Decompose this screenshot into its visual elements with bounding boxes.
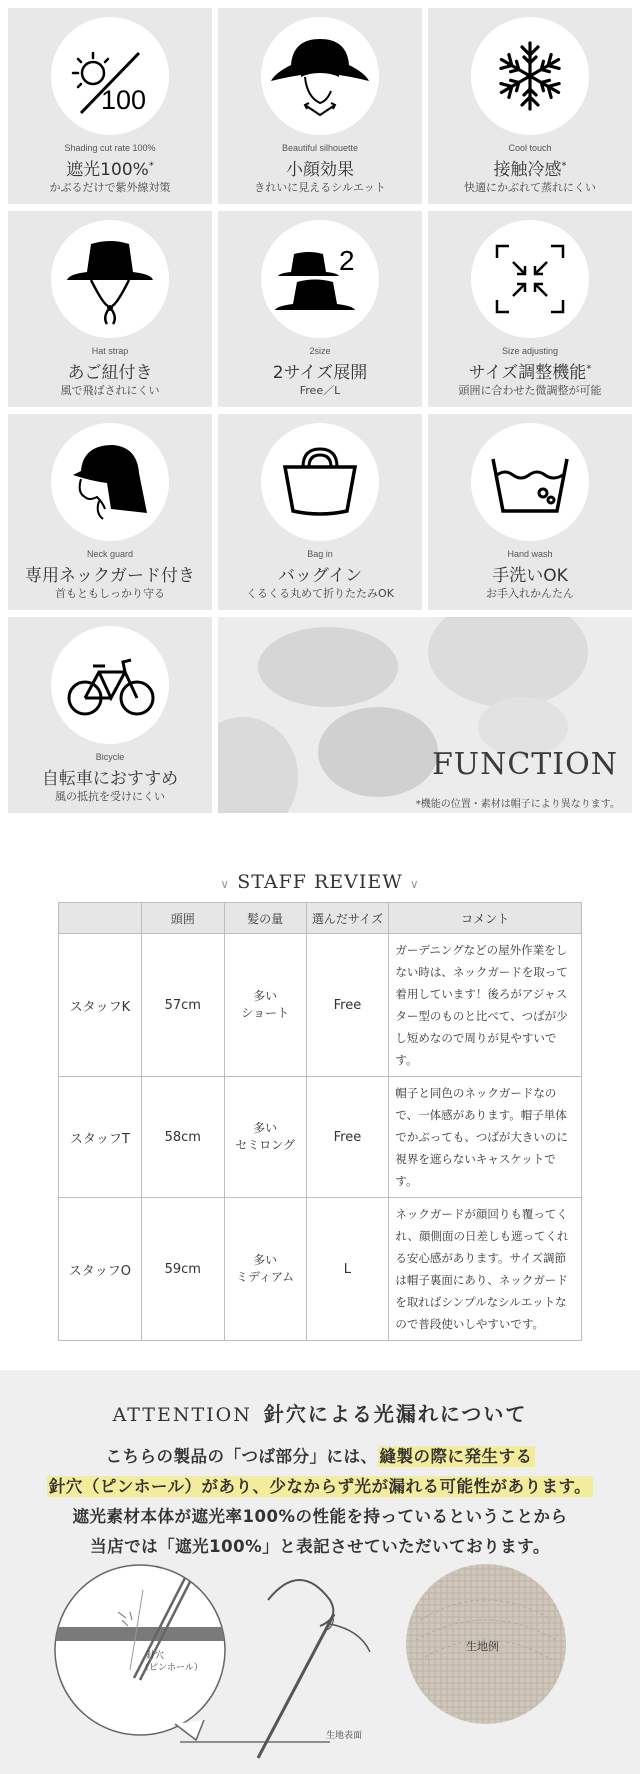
cell-ja-label: 遮光100%*: [66, 160, 154, 180]
function-cell-silhouette: [218, 8, 422, 204]
cell-en-label: Shading cut rate 100%: [64, 143, 156, 153]
pinhole-diagram: [0, 1560, 640, 1774]
column-header: [59, 903, 142, 934]
cell-sub-label: 風の抵抗を受けにくい: [55, 790, 165, 803]
function-title: FUNCTION: [431, 747, 618, 782]
pinhole-label: 針穴: [146, 1651, 165, 1661]
attention-line-1: こちらの製品の「つば部分」には、 縫製の際に発生する: [105, 1447, 533, 1466]
column-header: 頭囲: [141, 903, 224, 934]
magnify-circle: [55, 1565, 225, 1735]
icon-text-100: 100: [101, 85, 147, 115]
cell-ja-label: あご紐付き: [67, 363, 153, 383]
silhouette-hat-face-icon: [261, 17, 379, 135]
cell-ja-label: 接触冷感*: [493, 160, 567, 180]
cell-en-label: Hat strap: [91, 346, 129, 356]
column-header: 選んだサイズ: [306, 903, 389, 934]
function-cell-bag-in: [218, 414, 422, 610]
cell-en-label: Bicycle: [95, 752, 125, 762]
cell-sub-label: かぶるだけで紫外線対策: [49, 181, 171, 194]
staff-review-title: ∨ STAFF REVIEW ∨: [220, 871, 420, 893]
function-cell-shading: [8, 8, 212, 204]
hand-wash-icon: [471, 423, 589, 541]
cell-en-label: Cool touch: [508, 143, 552, 153]
function-cell-strap: [8, 211, 212, 407]
hair-amount: 多い ミディアム: [224, 1198, 306, 1341]
surface-label: 生地表面: [326, 1731, 363, 1741]
cell-sub-label: くるくる丸めて折りたたみOK: [246, 587, 394, 600]
cell-en-label: 2size: [309, 346, 331, 356]
column-header: 髪の量: [224, 903, 306, 934]
head-size: 58cm: [141, 1077, 224, 1198]
attention-section: [0, 1370, 640, 1774]
cell-ja-label: バッグイン: [277, 566, 363, 586]
cell-ja-label: 自転車におすすめ: [41, 769, 179, 789]
hair-amount: 多い ショート: [224, 934, 306, 1077]
cell-ja-label: 専用ネックガード付き: [25, 566, 195, 586]
hat-strap-icon: [51, 220, 169, 338]
comment: 帽子と同色のネックガードなので、一体感があります。帽子単体でかぶっても、つばが大きいのに視界を遮らないキャスケットです。: [389, 1077, 582, 1198]
chevron-down-icon: ∨: [409, 877, 420, 891]
function-cell-2size: [218, 211, 422, 407]
comment: ネックガードが顔回りも覆ってくれ、顔側面の日差しも遮ってくれる安心感があります。サイズ調節は帽子裏面にあり、ネックガードを取ればシンプルなシルエットなので普段使いしやすいです。: [389, 1198, 582, 1341]
cell-sub-label: お手入れかんたん: [486, 587, 574, 600]
bag-icon: [261, 423, 379, 541]
chevron-down-icon: ∨: [220, 877, 231, 891]
neck-guard-hat-icon: [51, 423, 169, 541]
snowflake-icon: [471, 17, 589, 135]
sun-block-100-icon: [51, 17, 169, 135]
attention-line-4: 当店では「遮光100%」と表記させていただいております。: [90, 1537, 550, 1556]
function-cell-cool: [428, 8, 632, 204]
cell-sub-label: 頭囲に合わせた微調整が可能: [458, 384, 602, 397]
cell-en-label: Neck guard: [86, 549, 134, 559]
cell-en-label: Bag in: [307, 549, 333, 559]
cell-sub-label: 快適にかぶれて蒸れにくい: [464, 181, 596, 194]
chosen-size: Free: [306, 1077, 389, 1198]
attention-title: ATTENTION 針穴による光漏れについて: [112, 1402, 528, 1426]
fabric-label: 生地例: [466, 1640, 499, 1653]
hair-amount: 多い セミロング: [224, 1077, 306, 1198]
cell-en-label: Beautiful silhouette: [281, 143, 359, 153]
cell-ja-label: 小顔効果: [286, 160, 354, 180]
pinhole-label-sub: （ピンホール）: [140, 1663, 203, 1673]
cell-en-label: Size adjusting: [501, 346, 559, 356]
table-row: [59, 1198, 582, 1341]
head-size: 59cm: [141, 1198, 224, 1341]
staff-name: スタッフO: [59, 1198, 142, 1341]
function-cell-bicycle: [8, 617, 212, 813]
column-header: コメント: [389, 903, 582, 934]
table-row: [59, 934, 582, 1077]
chosen-size: Free: [306, 934, 389, 1077]
bicycle-icon: [51, 626, 169, 744]
table-header-row: [59, 903, 582, 934]
size-adjust-arrows-icon: [471, 220, 589, 338]
function-grid: [8, 8, 632, 813]
chosen-size: L: [306, 1198, 389, 1341]
head-size: 57cm: [141, 934, 224, 1077]
staff-name: スタッフT: [59, 1077, 142, 1198]
table-row: [59, 1077, 582, 1198]
function-cell-size-adjust: [428, 211, 632, 407]
staff-name: スタッフK: [59, 934, 142, 1077]
function-note: *機能の位置・素材は帽子により異なります。: [415, 799, 620, 810]
icon-text-2: 2: [339, 245, 355, 276]
two-hats-icon: [261, 220, 379, 338]
attention-line-2: 針穴（ピンホール）があり、少なからず光が漏れる可能性があります。: [48, 1477, 592, 1496]
function-cell-hand-wash: [428, 414, 632, 610]
cell-sub-label: 風で飛ばされにくい: [60, 384, 160, 397]
comment: ガーデニングなどの屋外作業をしない時は、ネックガードを取って着用しています！後ろがアジャスター型のものと比べて、つばが少し短めなので周りが見やすいです。: [389, 934, 582, 1077]
cell-sub-label: 首もともしっかり守る: [55, 587, 165, 600]
staff-review-table: [58, 902, 582, 1341]
function-photo: [218, 617, 632, 813]
function-cell-neck-guard: [8, 414, 212, 610]
cell-ja-label: サイズ調整機能*: [468, 363, 592, 383]
attention-line-3: 遮光素材本体が遮光率100%の性能を持っているということから: [72, 1507, 568, 1526]
cell-sub-label: きれいに見えるシルエット: [254, 181, 386, 194]
cell-en-label: Hand wash: [507, 549, 553, 559]
cell-sub-label: Free／L: [299, 384, 341, 397]
cell-ja-label: 2サイズ展開: [272, 363, 368, 383]
cell-ja-label: 手洗いOK: [492, 566, 568, 586]
